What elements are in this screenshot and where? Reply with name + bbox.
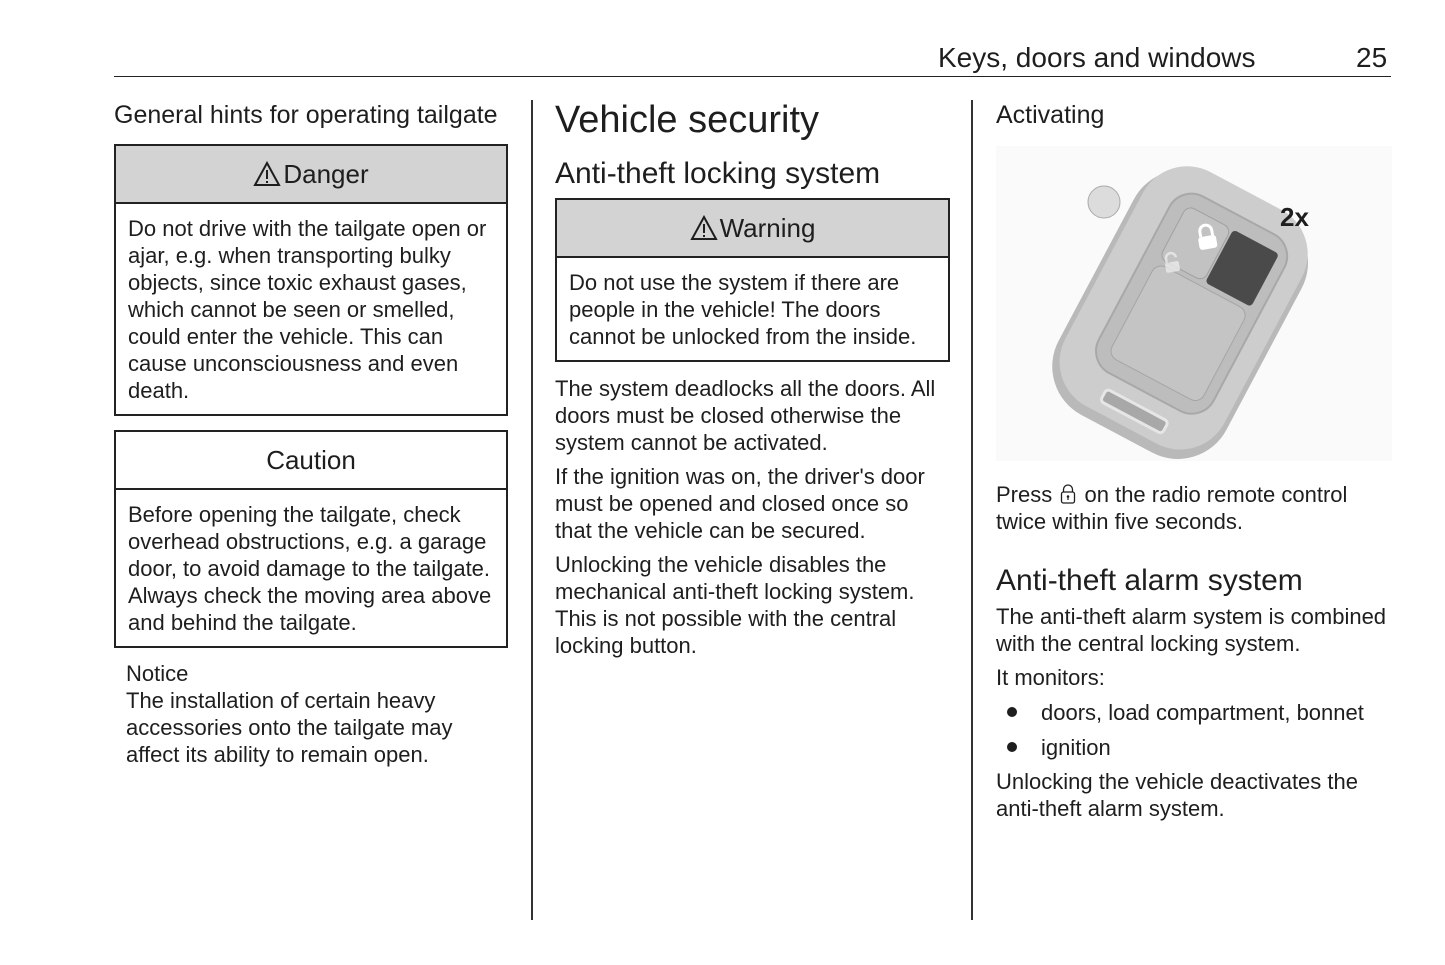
heading-general-hints: General hints for operating tailgate (114, 101, 498, 129)
bullet-icon (996, 734, 1041, 761)
warning-title: Warning (719, 212, 816, 243)
column-activating (996, 98, 1392, 822)
list-item-text: doors, load compartment, bonnet (1041, 700, 1364, 725)
paragraph-alarm-intro: The anti-theft alarm system is combined with the central locking system. (996, 604, 1387, 656)
paragraph-monitors-label: It monitors: (996, 665, 1105, 690)
key-fob-figure (996, 146, 1392, 461)
press-text-after: on the radio remote control twice within five seconds. (996, 482, 1348, 534)
caution-body: Before opening the tailgate, check overhead obstructions, e.g. a garage door, to avoid damage to the tailgate. Always check the moving area above and behind the tailgate. (128, 502, 492, 635)
list-item (996, 699, 1392, 726)
danger-box-header (116, 146, 506, 204)
warning-triangle-icon (253, 161, 281, 187)
header-rule (114, 76, 1391, 77)
column-divider-left (531, 100, 533, 920)
danger-title: Danger (283, 158, 369, 189)
list-item-text: ignition (1041, 735, 1111, 760)
notice-title: Notice (126, 661, 189, 686)
heading-vehicle-security: Vehicle security (555, 99, 820, 141)
column-divider-right (971, 100, 973, 920)
notice-block (114, 660, 508, 768)
warning-body: Do not use the system if there are people in the vehicle! The doors cannot be unlocked from the inside. (569, 270, 917, 349)
caution-title: Caution (266, 444, 356, 475)
list-item (996, 734, 1392, 761)
column-vehicle-security (555, 98, 950, 659)
warning-box (555, 198, 950, 362)
page-number: 25 (1356, 42, 1388, 73)
paragraph-closing: Unlocking the vehicle deactivates the anti-theft alarm system. (996, 769, 1358, 821)
danger-box (114, 144, 508, 416)
heading-anti-theft-alarm: Anti-theft alarm system (996, 564, 1303, 597)
notice-body: The installation of certain heavy accessories onto the tailgate may affect its ability to remain open. (126, 688, 453, 767)
caution-box-header (116, 432, 506, 490)
key-fob-illustration (996, 146, 1392, 461)
danger-body: Do not drive with the tailgate open or ajar, e.g. when transporting bulky objects, since toxic exhaust gases, which cannot be seen or smelled, could enter the vehicle. This can cause unconsciousness and even death. (128, 216, 487, 403)
press-text-before: Press (996, 482, 1053, 507)
heading-anti-theft-locking: Anti-theft locking system (555, 157, 881, 190)
running-header-title: Keys, doors and windows (938, 42, 1256, 73)
paragraph-deadlocks: The system deadlocks all the doors. All doors must be closed otherwise the system cannot be activated. (555, 376, 936, 455)
paragraph-press-lock (996, 481, 1392, 535)
bullet-icon (996, 699, 1041, 726)
caution-box (114, 430, 508, 648)
warning-box-header (557, 200, 948, 258)
monitors-list (996, 699, 1392, 761)
lock-icon (1060, 484, 1076, 504)
heading-activating: Activating (996, 101, 1105, 129)
warning-triangle-icon (690, 215, 718, 241)
press-count-label: 2x (1280, 202, 1309, 232)
paragraph-ignition: If the ignition was on, the driver's door must be opened and closed once so that the vehicle can be secured. (555, 464, 925, 543)
column-tailgate-hints (114, 98, 508, 768)
paragraph-unlocking: Unlocking the vehicle disables the mechanical anti-theft locking system. This is not possible with the central locking button. (555, 552, 915, 658)
